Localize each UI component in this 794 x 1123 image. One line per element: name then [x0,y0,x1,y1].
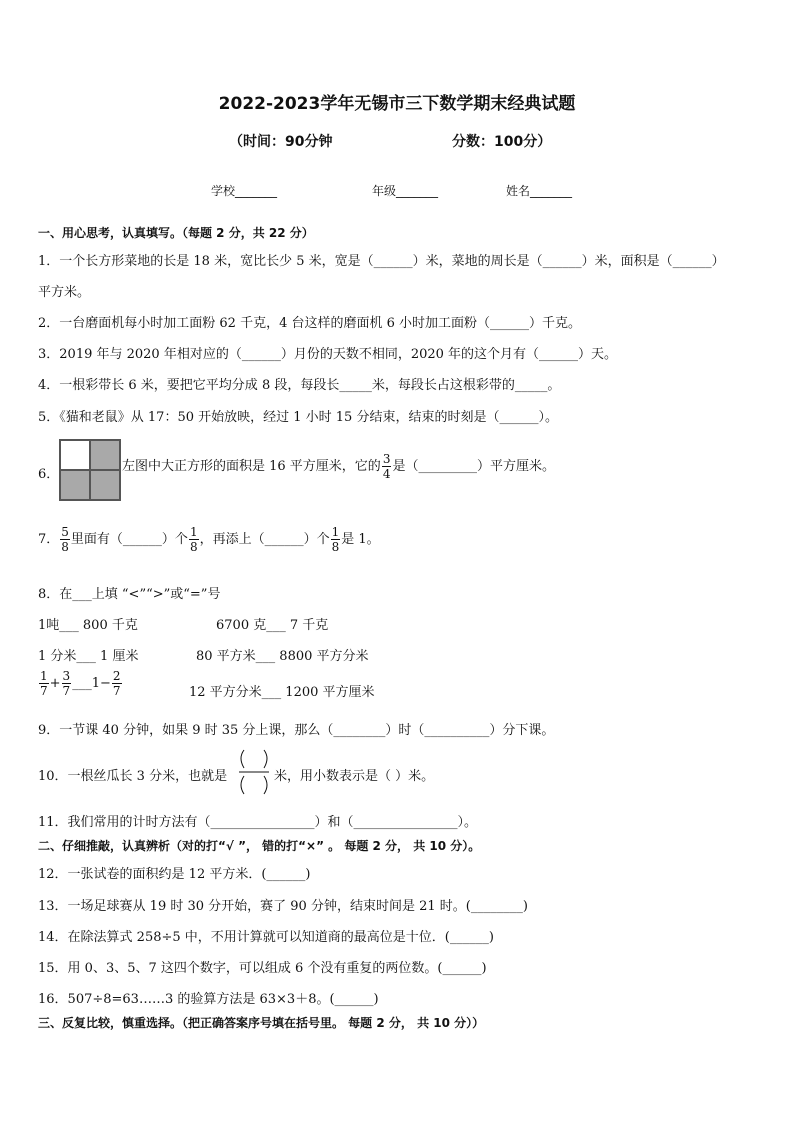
grade-field[interactable]: 年级_______ [372,184,439,198]
question-12: 12．一张试卷的面积约是 12 平方米．(______) [38,867,311,882]
question-6-text-end: 是（_________）平方厘米。 [392,459,555,474]
fraction-1-7: $\frac{1}{7}$ [40,669,48,698]
compare-3b: 12 平方分米___ 1200 平方厘米 [189,685,375,700]
square-cell-shaded [90,440,120,470]
fraction-1-8: $\frac{1}{8}$ [331,525,340,554]
question-14: 14．在除法算式 258÷5 中，不用计算就可以知道商的最高位是十位．(______) [38,930,494,945]
question-6 [122,453,555,480]
page-title: 2022-2023学年无锡市三下数学期末经典试题 [218,94,576,114]
question-9: 9．一节课 40 分钟，如果 9 时 35 分上课，那么（________）时（__________）分下课。 [38,723,555,738]
name-field[interactable]: 姓名_______ [506,184,573,198]
question-1: 1．一个长方形菜地的长是 18 米，宽比长少 5 米，宽是（______）米，菜地的周长是（______）米，面积是（______） [38,254,725,269]
compare-3a: $\frac{1}{7}$ + $\frac{3}{7}$ ___1− $\frac{2}{7}$ [40,669,121,698]
fraction-1-8: $\frac{1}{8}$ [189,525,198,554]
school-field[interactable]: 学校_______ [211,184,278,198]
question-15: 15．用 0、3、5、7 这四个数字，可以组成 6 个没有重复的两位数。(______) [38,961,487,976]
question-2: 2．一台磨面机每小时加工面粉 62 千克，4 台这样的磨面机 6 小时加工面粉（______）千克。 [38,316,582,331]
section-1-heading: 一、用心思考，认真填写。（每题 2 分，共 22 分） [38,226,314,240]
square-cell-white [60,440,90,470]
time-label: （时间：90分钟 [229,134,333,150]
fraction-3-7: $\frac{3}{7}$ [62,669,71,698]
question-10-a: 10．一根丝瓜长 3 分米，也就是 [38,769,228,784]
square-cell-shaded [90,470,120,500]
question-6-text: 左图中大正方形的面积是 16 平方厘米，它的 [122,459,381,474]
question-3: 3．2019 年与 2020 年相对应的（______）月份的天数不相同，2020 年的这个月有（______）天。 [38,347,618,362]
question-6-number: 6． [38,467,60,482]
score-label: 分数：100分） [452,134,552,150]
question-5: 5．《猫和老鼠》从 17：50 开始放映，经过 1 小时 15 分结束，结束的时刻是（______）。 [38,410,558,425]
compare-2b: 80 平方米___ 8800 平方分米 [196,649,369,664]
fraction-3-4: $\frac{3}{4}$ [382,452,391,481]
fraction-5-8: $\frac{5}{8}$ [61,525,69,554]
blank-fraction [237,748,271,796]
question-16: 16．507÷8=63……3 的验算方法是 63×3＋8。(______) [38,992,379,1007]
square-cell-shaded [60,470,90,500]
compare-1a: 1吨___ 800 千克 [38,618,138,633]
question-4: 4．一根彩带长 6 米，要把它平均分成 8 段，每段长_____米，每段长占这根彩带的_____。 [38,378,561,393]
section-2-heading: 二、仔细推敲，认真辨析（对的打“√ ”， 错的打“×” 。 每题 2 分， 共 10 分）。 [38,839,481,853]
question-11: 11．我们常用的计时方法有（________________）和（________________）。 [38,815,478,830]
compare-1b: 6700 克___ 7 千克 [216,618,329,633]
question-1-cont: 平方米。 [38,285,91,300]
section-3-heading: 三、反复比较，慎重选择。（把正确答案序号填在括号里。 每题 2 分， 共 10 分）） [38,1016,485,1030]
question-7: 7． $\frac{5}{8}$ 里面有（______）个 $\frac{1}{8}$ ，再添上（______）个 $\frac{1}{8}$ 是 1。 [38,525,380,554]
fraction-2-7: $\frac{2}{7}$ [112,669,121,698]
question-13: 13．一场足球赛从 19 时 30 分开始，赛了 90 分钟，结束时间是 21 时。(________) [38,899,528,914]
compare-2a: 1 分米___ 1 厘米 [38,649,139,664]
question-8: 8．在___上填 “<”“>”或“=”号 [38,587,221,602]
question-10-b: 米，用小数表示是（ ）米。 [274,769,435,784]
square-figure [59,439,121,501]
